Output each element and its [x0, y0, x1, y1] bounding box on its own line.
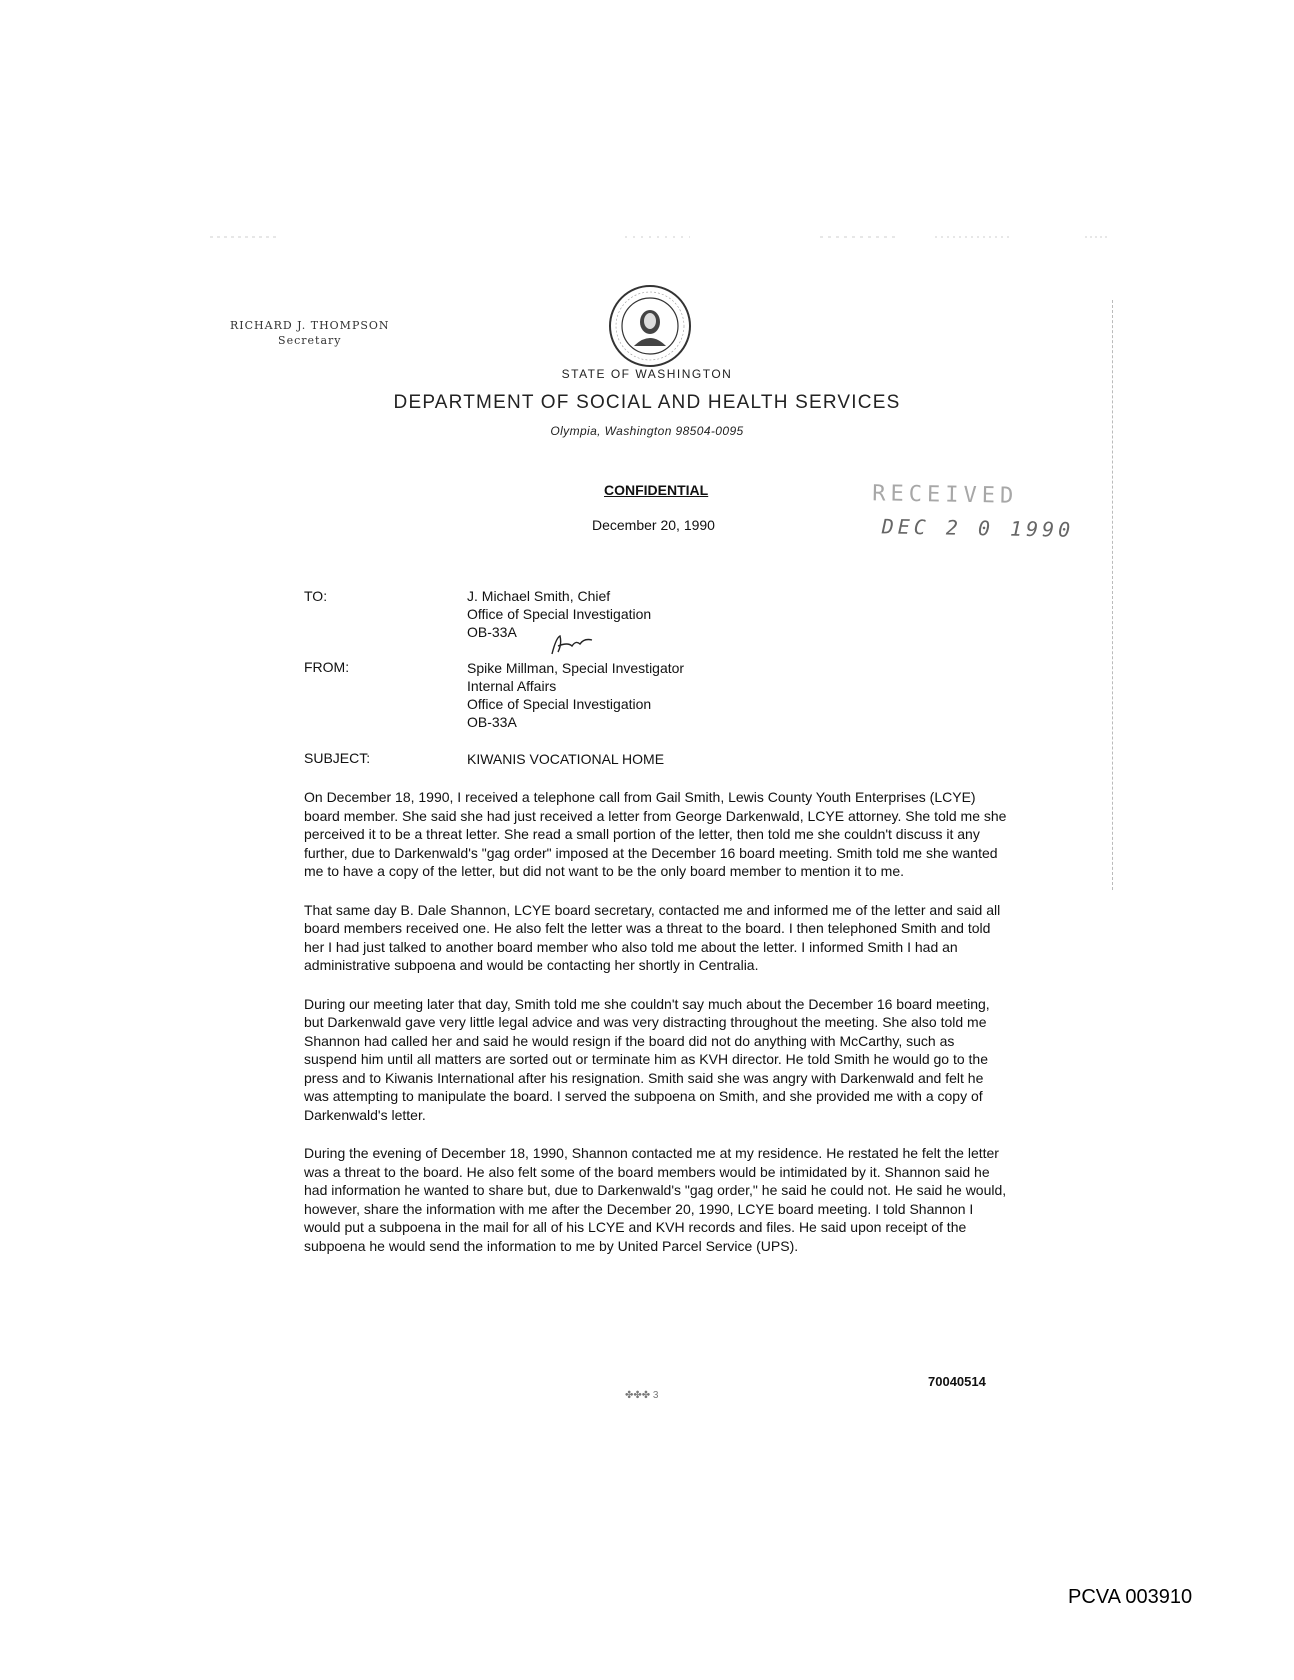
to-line: Office of Special Investigation — [467, 606, 652, 622]
memo-date: December 20, 1990 — [592, 517, 715, 533]
from-line: OB-33A — [467, 714, 517, 730]
page-number: 3 — [652, 1390, 659, 1401]
from-line: Internal Affairs — [467, 678, 557, 694]
body-paragraph: During our meeting later that day, Smith told me she couldn't say much about the December 16 board meeting, but Darkenwald gave very little legal advice and was very distracting throughout the meeting. She also told me Shannon had called her and said he would resign if the board did not do anything with McCarthy, such as suspend him until all matters are sorted out or terminate him as KVH director. He told Smith he would go to the press and to Kiwanis International after his resignation. Smith said she was angry with Darkenwald and felt he was attempting to manipulate the board. I served the subpoena on Smith, and she provided me with a copy of Darkenwald's letter. — [304, 995, 990, 1123]
to-line: J. Michael Smith, Chief — [467, 588, 611, 604]
received-stamp-text: RECEIVED — [872, 481, 1019, 509]
from-line: Spike Millman, Special Investigator — [467, 660, 685, 676]
received-stamp-date: DEC 2 0 1990 — [881, 514, 1075, 542]
union-bug-icon: ✤✤✤ — [625, 1390, 653, 1401]
scan-noise — [0, 230, 1294, 244]
document-id: 70040514 — [928, 1374, 986, 1389]
secretary-name: RICHARD J. THOMPSON — [230, 319, 390, 332]
department-name: DEPARTMENT OF SOCIAL AND HEALTH SERVICES — [393, 392, 901, 413]
state-name: STATE OF WASHINGTON — [561, 367, 733, 381]
subject-value: KIWANIS VOCATIONAL HOME — [467, 751, 665, 767]
state-seal-icon — [608, 284, 692, 368]
from-block — [467, 659, 684, 731]
from-line: Office of Special Investigation — [467, 696, 652, 712]
to-label: TO: — [304, 588, 328, 604]
classification-label: CONFIDENTIAL — [604, 482, 709, 498]
page-mark — [625, 1390, 658, 1401]
memo-body — [304, 788, 1010, 1275]
to-line: OB-33A — [467, 624, 517, 640]
secretary-block — [230, 318, 390, 348]
secretary-title: Secretary — [278, 334, 342, 347]
body-paragraph: That same day B. Dale Shannon, LCYE board secretary, contacted me and informed me of the letter and said all board members received one. He also felt the letter was a threat to the board. I then telephoned Smith and told her I had just talked to another board member who also told me about the letter. I informed Smith I had an administrative subpoena and would be contacting her shortly in Centralia. — [304, 901, 1001, 973]
department-address: Olympia, Washington 98504-0095 — [550, 424, 744, 438]
handwritten-initials — [548, 632, 604, 658]
body-paragraph: During the evening of December 18, 1990, Shannon contacted me at my residence. He restated he felt the letter was a threat to the board. He also felt some of the board members would be intimidated by it. Shannon said he had information he wanted to share but, due to Darkenwald's "gag order," he said he could not. He said he would, however, share the information with me after the December 20, 1990, LCYE board meeting. I told Shannon I would put a subpoena in the mail for all of his LCYE and KVH records and files. He said upon receipt of the subpoena he would send the information to me by United Parcel Service (UPS). — [304, 1145, 1007, 1254]
received-stamp — [872, 481, 1075, 542]
scan-margin-line — [1112, 300, 1114, 890]
bates-number: PCVA 003910 — [1068, 1586, 1193, 1608]
body-paragraph: On December 18, 1990, I received a telephone call from Gail Smith, Lewis County Youth Enterprises (LCYE) board member. She said she had just received a letter from George Darkenwald, LCYE attorney. She told me she perceived it to be a threat letter. She read a small portion of the letter, then told me she couldn't discuss it any further, due to Darkenwald's "gag order" imposed at the December 16 board meeting. Smith told me she wanted me to have a copy of the letter, but did not want to be the only board member to mention it to me. — [304, 789, 1007, 879]
from-label: FROM: — [304, 659, 350, 675]
subject-label: SUBJECT: — [304, 750, 371, 766]
